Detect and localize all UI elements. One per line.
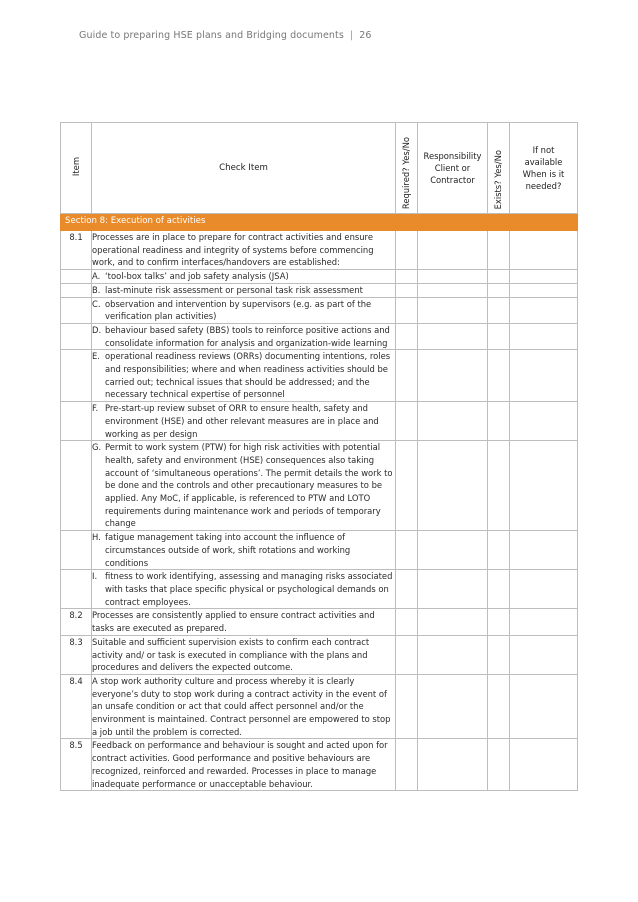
sub-item-letter: A.: [92, 271, 101, 282]
sub-item-letter: I.: [92, 571, 98, 582]
required-cell[interactable]: [396, 297, 418, 323]
responsibility-cell[interactable]: [418, 350, 488, 402]
if-not-available-cell[interactable]: [510, 323, 578, 349]
table-row: [61, 739, 578, 791]
responsibility-cell[interactable]: [418, 283, 488, 297]
if-not-available-cell[interactable]: [510, 270, 578, 284]
exists-cell[interactable]: [488, 350, 510, 402]
check-item-text: [92, 402, 396, 441]
exists-cell[interactable]: [488, 635, 510, 674]
exists-cell[interactable]: [488, 283, 510, 297]
column-header-exists: Exists? Yes/No: [488, 123, 510, 214]
check-item-text: Processes are consistently applied to ensure contract activities and tasks are executed as prepared.: [92, 609, 396, 635]
if-not-available-cell[interactable]: [510, 283, 578, 297]
sub-item-text: fitness to work identifying, assessing and managing risks associated with tasks that place specific physical or psychological demands on contract employees.: [105, 571, 393, 607]
section-title: Section 8: Execution of activities: [61, 214, 578, 231]
required-cell[interactable]: [396, 350, 418, 402]
required-cell[interactable]: [396, 609, 418, 635]
sub-item-text: last-minute risk assessment or personal task risk assessment: [105, 284, 363, 295]
required-cell[interactable]: [396, 570, 418, 609]
header-separator: |: [349, 30, 354, 41]
check-item-text: [92, 323, 396, 349]
if-not-available-cell[interactable]: [510, 674, 578, 739]
item-number: [61, 350, 92, 402]
required-cell[interactable]: [396, 531, 418, 570]
if-not-available-cell[interactable]: [510, 231, 578, 270]
table-row: [61, 674, 578, 739]
exists-cell[interactable]: [488, 570, 510, 609]
item-number: 8.3: [61, 635, 92, 674]
sub-item-letter: C.: [92, 298, 101, 309]
item-number: [61, 323, 92, 349]
table-row: [61, 350, 578, 402]
item-number: [61, 270, 92, 284]
required-cell[interactable]: [396, 270, 418, 284]
exists-cell[interactable]: [488, 402, 510, 441]
responsibility-cell[interactable]: [418, 739, 488, 791]
sub-item-text: observation and intervention by supervisors (e.g. as part of the verification plan activities): [105, 298, 372, 322]
if-not-available-cell[interactable]: [510, 402, 578, 441]
item-number: 8.4: [61, 674, 92, 739]
sub-item-letter: F.: [92, 403, 99, 414]
item-number: 8.2: [61, 609, 92, 635]
table-row: [61, 270, 578, 284]
exists-cell[interactable]: [488, 323, 510, 349]
responsibility-cell[interactable]: [418, 441, 488, 531]
exists-cell[interactable]: [488, 441, 510, 531]
item-number: 8.5: [61, 739, 92, 791]
responsibility-cell[interactable]: [418, 609, 488, 635]
required-cell[interactable]: [396, 635, 418, 674]
if-not-available-cell[interactable]: [510, 609, 578, 635]
required-cell[interactable]: [396, 283, 418, 297]
column-header-if-not-available: If not available When is it needed?: [510, 123, 578, 214]
responsibility-cell[interactable]: [418, 531, 488, 570]
if-not-available-cell[interactable]: [510, 350, 578, 402]
responsibility-cell[interactable]: [418, 297, 488, 323]
column-header-check-item: Check Item: [92, 123, 396, 214]
required-cell[interactable]: [396, 441, 418, 531]
table-row: [61, 635, 578, 674]
running-header: [79, 30, 372, 41]
page-number: 26: [359, 30, 372, 41]
hse-checklist-table: [60, 122, 578, 791]
item-number: [61, 441, 92, 531]
table-row: [61, 531, 578, 570]
table-row: [61, 570, 578, 609]
table-row: [61, 609, 578, 635]
table-row: [61, 283, 578, 297]
table-row: [61, 323, 578, 349]
exists-cell[interactable]: [488, 270, 510, 284]
table-row: [61, 441, 578, 531]
required-cell[interactable]: [396, 674, 418, 739]
responsibility-cell[interactable]: [418, 570, 488, 609]
sub-item-letter: B.: [92, 284, 101, 295]
item-number: [61, 402, 92, 441]
check-item-text: [92, 570, 396, 609]
exists-cell[interactable]: [488, 297, 510, 323]
required-cell[interactable]: [396, 402, 418, 441]
check-item-text: Processes are in place to prepare for contract activities and ensure operational readiness and integrity of systems before commencing work, and to confirm interfaces/handovers are established:: [92, 231, 396, 270]
check-item-text: [92, 350, 396, 402]
if-not-available-cell[interactable]: [510, 441, 578, 531]
check-item-text: [92, 283, 396, 297]
check-item-text: Suitable and sufficient supervision exists to confirm each contract activity and/ or task is executed in compliance with the plans and procedures and delivers the expected outcome.: [92, 635, 396, 674]
exists-cell[interactable]: [488, 609, 510, 635]
responsibility-cell[interactable]: [418, 231, 488, 270]
column-header-responsibility: Responsibility Client or Contractor: [418, 123, 488, 214]
table-header-row: [61, 123, 578, 214]
table-row: [61, 231, 578, 270]
required-cell[interactable]: [396, 231, 418, 270]
sub-item-text: ‘tool-box talks’ and job safety analysis (JSA): [105, 271, 289, 282]
column-header-required: Required? Yes/No: [396, 123, 418, 214]
check-item-text: Feedback on performance and behaviour is sought and acted upon for contract activities. Good performance and positive behaviours are recognized, reinforced and rewarded. Processes in place to manage inadequate performance or unacceptable behaviour.: [92, 739, 396, 791]
sub-item-text: operational readiness reviews (ORRs) documenting intentions, roles and responsibilities; where and when readiness activities should be carried out; technical issues that should be addressed; and the necessary technical expertise of personnel: [105, 351, 391, 400]
item-number: [61, 531, 92, 570]
sub-item-letter: H.: [92, 532, 101, 543]
exists-cell[interactable]: [488, 739, 510, 791]
item-number: [61, 570, 92, 609]
required-cell[interactable]: [396, 323, 418, 349]
sub-item-letter: G.: [92, 442, 102, 453]
check-item-text: [92, 441, 396, 531]
if-not-available-cell[interactable]: [510, 297, 578, 323]
if-not-available-cell[interactable]: [510, 570, 578, 609]
responsibility-cell[interactable]: [418, 402, 488, 441]
sub-item-text: Pre-start-up review subset of ORR to ensure health, safety and environment (HSE) and other relevant measures are in place and working as per design: [105, 403, 379, 439]
check-item-text: A stop work authority culture and process whereby it is clearly everyone’s duty to stop work during a contract activity in the event of an unsafe condition or act that could affect personnel and/or the environment is maintained. Contract personnel are empowered to stop a job until the problem is corrected.: [92, 674, 396, 739]
item-number: [61, 297, 92, 323]
if-not-available-cell[interactable]: [510, 739, 578, 791]
section-header-row: [61, 214, 578, 231]
table-row: [61, 402, 578, 441]
responsibility-cell[interactable]: [418, 270, 488, 284]
responsibility-cell[interactable]: [418, 323, 488, 349]
sub-item-text: behaviour based safety (BBS) tools to reinforce positive actions and consolidate information for analysis and organization-wide learning: [105, 324, 390, 348]
item-number: [61, 283, 92, 297]
required-cell[interactable]: [396, 739, 418, 791]
if-not-available-cell[interactable]: [510, 531, 578, 570]
sub-item-letter: D.: [92, 324, 102, 335]
check-item-text: [92, 531, 396, 570]
check-item-text: [92, 270, 396, 284]
column-header-item: Item: [61, 123, 92, 214]
sub-item-letter: E.: [92, 351, 100, 362]
if-not-available-cell[interactable]: [510, 635, 578, 674]
table-row: [61, 297, 578, 323]
item-number: 8.1: [61, 231, 92, 270]
sub-item-text: Permit to work system (PTW) for high risk activities with potential health, safety and environment (HSE) consequences also taking account of ‘simultaneous operations’. The permit details the work to be done and the controls and other precautionary measures to be applied. Any MoC, if applicable, is referenced to PTW and LOTO requirements during maintenance work and periods of temporary change: [105, 442, 393, 529]
sub-item-text: fatigue management taking into account the influence of circumstances outside of work, shift rotations and working conditions: [105, 532, 351, 568]
check-item-text: [92, 297, 396, 323]
exists-cell[interactable]: [488, 531, 510, 570]
exists-cell[interactable]: [488, 674, 510, 739]
document-title: Guide to preparing HSE plans and Bridging documents: [79, 30, 344, 41]
exists-cell[interactable]: [488, 231, 510, 270]
responsibility-cell[interactable]: [418, 674, 488, 739]
responsibility-cell[interactable]: [418, 635, 488, 674]
